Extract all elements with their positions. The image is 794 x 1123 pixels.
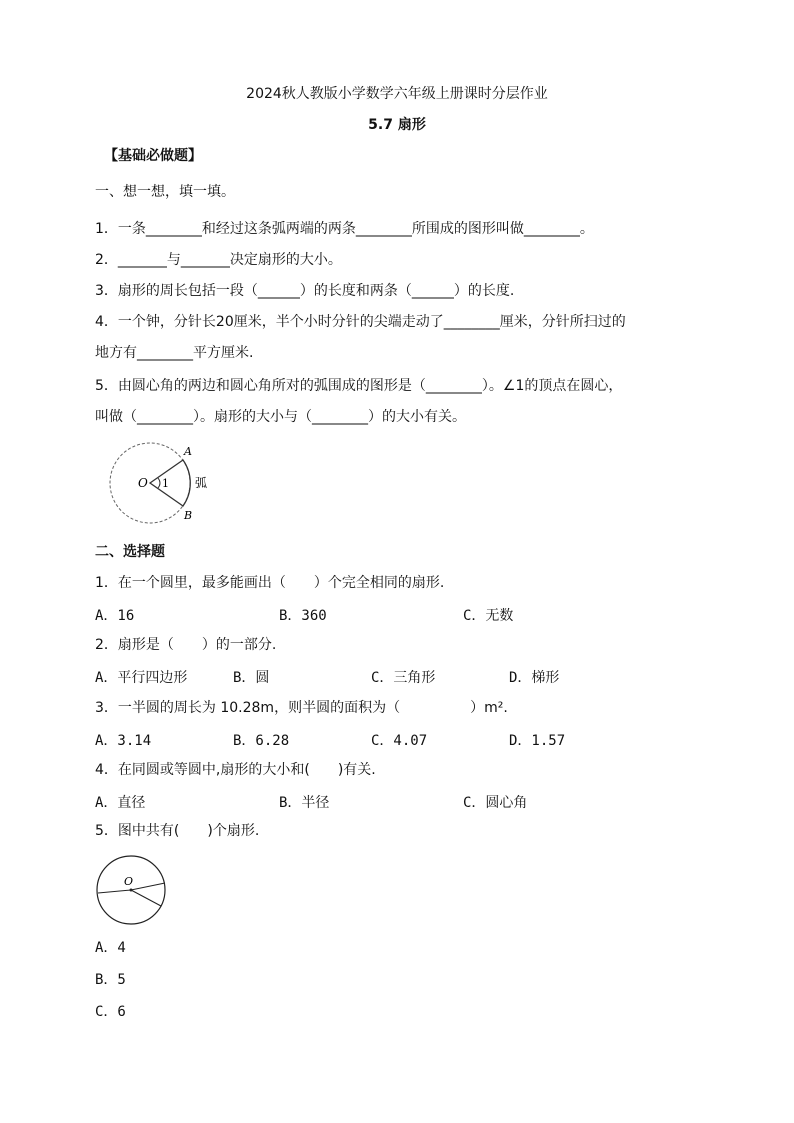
q3-option-c: C．4.07 (371, 733, 428, 749)
q1-option-c: C．无数 (463, 608, 514, 624)
part2-question-1: 1．在一个圆里，最多能画出（ ）个完全相同的扇形. (95, 575, 445, 591)
part1-question-1: 1．一条________和经过这条弧两端的两条________所围成的图形叫做________。 (95, 221, 594, 237)
part2-question-3: 3．一半圆的周长为 10.28m，则半圆的面积为（ ）m². (95, 700, 508, 716)
label-arc: 弧 (195, 476, 208, 490)
q1-option-a: A．16 (95, 608, 135, 624)
circle-radii-diagram (92, 851, 172, 931)
section-basic-heading: 【基础必做题】 (104, 148, 202, 164)
part1-question-5-line2: 叫做（________）。扇形的大小与（________）的大小有关。 (95, 409, 466, 425)
radius-right-upper (131, 883, 165, 890)
label-o-circle: O (124, 875, 134, 888)
part1-heading: 一、想一想，填一填。 (95, 184, 235, 200)
part1-question-3: 3．扇形的周长包括一段（______）的长度和两条（______）的长度. (95, 283, 515, 299)
q3-option-d: D．1.57 (509, 733, 566, 749)
q4-option-c: C．圆心角 (463, 795, 528, 811)
part1-question-2: 2．_______与_______决定扇形的大小。 (95, 252, 342, 268)
part1-question-4-line2: 地方有________平方厘米. (95, 345, 254, 361)
sector-diagram (100, 435, 230, 530)
q2-option-d: D．梯形 (509, 670, 560, 686)
part2-question-5: 5．图中共有( )个扇形. (95, 823, 260, 839)
sector-outline (150, 460, 190, 506)
part2-question-4: 4．在同圆或等圆中,扇形的大小和( )有关. (95, 762, 376, 778)
q4-option-a: A．直径 (95, 795, 146, 811)
q2-option-a: A．平行四边形 (95, 670, 188, 686)
angle-mark (158, 478, 160, 488)
q3-option-a: A．3.14 (95, 733, 152, 749)
label-1: 1 (162, 477, 169, 490)
lesson-title: 5.7 扇形 (368, 117, 426, 133)
part1-question-5-line1: 5．由圆心角的两边和圆心角所对的弧围成的图形是（________）。∠1的顶点在圆心， (95, 378, 623, 394)
q5-option-b: B．5 (95, 972, 126, 988)
q2-option-b: B．圆 (233, 670, 270, 686)
q1-option-b: B．360 (279, 608, 327, 624)
center-point (130, 889, 133, 892)
label-b: B (184, 509, 193, 522)
q5-option-a: A．4 (95, 940, 126, 956)
radius-right-lower (131, 890, 161, 906)
label-o: O (138, 476, 148, 490)
part1-question-4-line1: 4．一个钟，分针长20厘米，半个小时分针的尖端走动了________厘米，分针所扫过的 (95, 314, 626, 330)
label-a: A (184, 445, 192, 458)
q5-option-c: C．6 (95, 1004, 126, 1020)
part2-question-2: 2．扇形是（ ）的一部分. (95, 637, 277, 653)
radius-left (98, 890, 131, 893)
q3-option-b: B．6.28 (233, 733, 290, 749)
q4-option-b: B．半径 (279, 795, 330, 811)
part2-heading: 二、选择题 (95, 544, 165, 560)
worksheet-title: 2024秋人教版小学数学六年级上册课时分层作业 (246, 86, 548, 102)
q2-option-c: C．三角形 (371, 670, 436, 686)
